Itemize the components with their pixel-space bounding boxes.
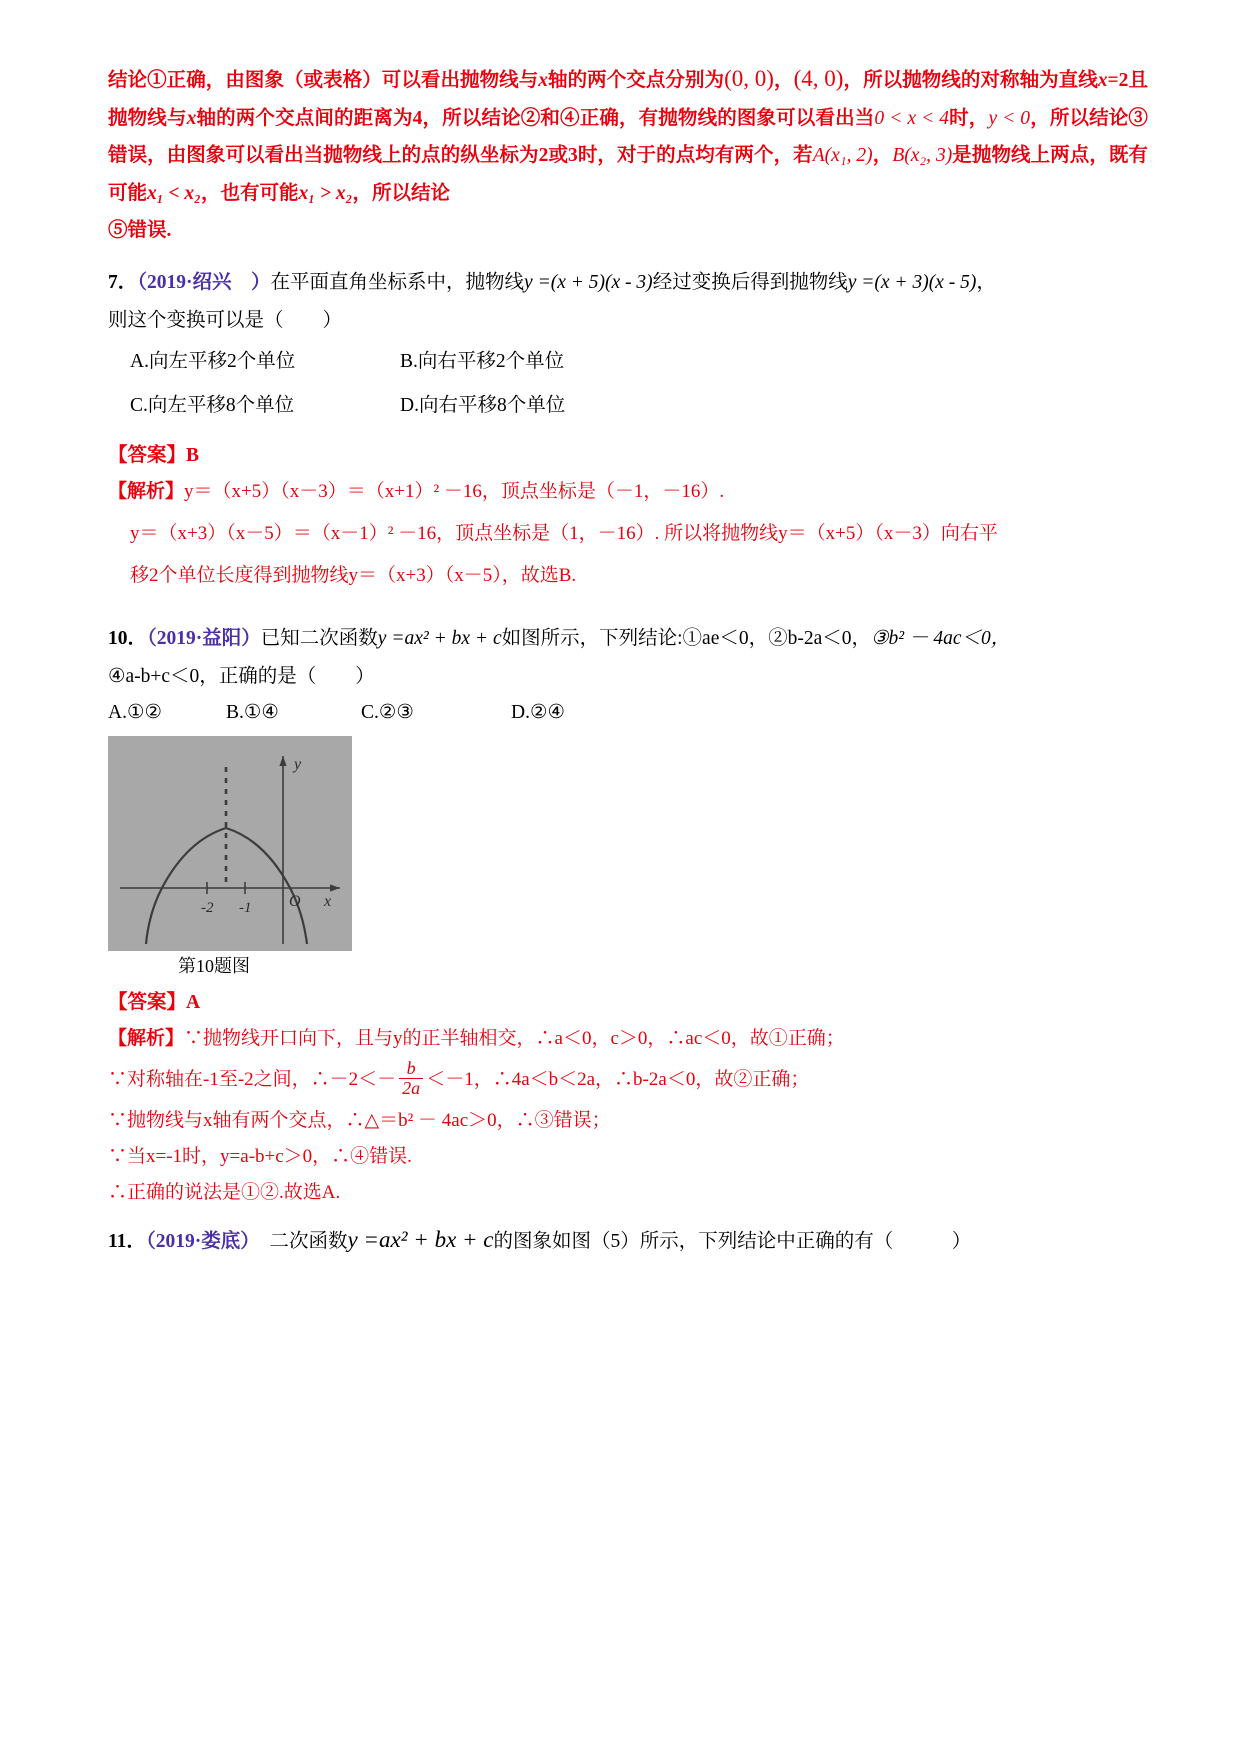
q11-source-tag: （2019·娄底） bbox=[145, 1230, 260, 1252]
top-expl-x2: x bbox=[1097, 70, 1108, 91]
parabola-figure bbox=[108, 736, 352, 951]
top-expl-line4-e: ，也有可能 bbox=[200, 182, 299, 204]
origin-label-O: O bbox=[289, 892, 301, 910]
top-expl-line4-b: ， bbox=[872, 145, 893, 166]
q7-stem-line2-text: 则这个变换可以是 bbox=[108, 309, 265, 331]
q10-analysis-text-5: ∴正确的说法是①②.故选A. bbox=[108, 1181, 341, 1203]
q7-answer-line bbox=[108, 438, 1148, 474]
q7-option-A-label: A. bbox=[130, 350, 149, 372]
q7-option-B-label: B. bbox=[400, 350, 418, 372]
top-expl-line5: ⑤错误. bbox=[108, 220, 172, 241]
top-expl-line1-b: 轴的两个交点分别为 bbox=[548, 70, 725, 91]
q10-source-tag: （2019·益阳） bbox=[147, 627, 261, 649]
top-expl-ineq: 0 < x < 4 bbox=[874, 107, 949, 129]
top-expl-line2-b: =2且抛物线与 bbox=[108, 70, 1148, 129]
top-expl-line2-a: 对称轴为直线 bbox=[980, 70, 1098, 91]
top-expl-line4-g: ，所以结论 bbox=[352, 182, 450, 204]
q11-number: 11． bbox=[108, 1230, 146, 1252]
q10-analysis-text-1: ∵抛物线开口向下，且与y的正半轴相交，∴a＜0，c＞0，∴ac＜0，故①正确； bbox=[184, 1027, 845, 1049]
q7-analysis-line-2 bbox=[108, 516, 1148, 552]
q7-options-row-2 bbox=[108, 384, 1148, 428]
q10-option-D[interactable] bbox=[511, 702, 565, 723]
question-7 bbox=[108, 264, 1148, 594]
q10-option-A[interactable] bbox=[108, 696, 226, 730]
q10-analysis-text-4: ∵当x=-1时，y=a-b+c＞0，∴④错误. bbox=[108, 1145, 412, 1167]
q7-analysis-label: 【解析】 bbox=[108, 480, 185, 502]
q10-figure-caption: 第10题图 bbox=[178, 955, 250, 976]
y-axis-arrow bbox=[279, 756, 286, 766]
top-expl-x1ltx2: x₁ < x₂ bbox=[147, 182, 201, 204]
fraction-numerator: b bbox=[399, 1059, 423, 1079]
q10-analysis-line-3 bbox=[108, 1103, 1148, 1139]
parabola-chart-svg bbox=[108, 736, 352, 951]
top-expl-line1-a: 结论①正确，由图象（或表格）可以看出抛物线与 bbox=[108, 70, 539, 91]
q10-conclusion-1: ①ae＜0， bbox=[682, 627, 769, 649]
x-axis-arrow bbox=[330, 884, 340, 891]
q10-analysis-label: 【解析】 bbox=[108, 1027, 185, 1049]
q7-stem-line2 bbox=[108, 302, 1148, 340]
q7-answer-label: 【答案】 bbox=[108, 444, 187, 466]
question-10 bbox=[108, 620, 1148, 1211]
y-axis-label: y bbox=[294, 755, 302, 773]
top-expl-pointB: B(x₂, 3) bbox=[892, 145, 953, 166]
top-expl-x1gtx2: x₁ > x₂ bbox=[298, 182, 353, 204]
top-explanation-last-line bbox=[108, 212, 1148, 250]
q7-option-D-label: D. bbox=[400, 394, 419, 416]
q7-stem-c: ， bbox=[976, 271, 996, 293]
q10-option-B-label: B. bbox=[226, 701, 244, 723]
q7-options-row-1 bbox=[108, 340, 1148, 384]
top-expl-line4-c: 是抛物线上两点，既有可能 bbox=[108, 145, 1148, 204]
fraction-denominator: 2a bbox=[402, 1077, 421, 1098]
q10-option-A-text: ①② bbox=[126, 701, 162, 723]
page-content bbox=[108, 60, 1148, 1261]
top-expl-point1: (0, 0) bbox=[724, 66, 774, 91]
q10-stem-a: 已知二次函数 bbox=[260, 627, 378, 649]
q7-option-A-text: 向左平移2个单位 bbox=[148, 350, 296, 372]
q10-answer-line bbox=[108, 985, 1148, 1021]
q7-equation-1: y =(x + 5)(x - 3) bbox=[524, 271, 653, 293]
q7-equation-2: y =(x + 3)(x - 5) bbox=[847, 271, 977, 293]
top-expl-x1: x bbox=[538, 70, 548, 91]
top-expl-line3-c: ，所以结论③错误，由图象可以看出当抛物线上的点的纵坐标为2或3时，对于 bbox=[108, 107, 1148, 166]
q10-analysis-line-2 bbox=[108, 1057, 1148, 1103]
q7-option-B[interactable] bbox=[400, 351, 564, 372]
top-expl-line4-a: 的点均有两个，若 bbox=[656, 145, 813, 166]
q10-figure-wrapper bbox=[108, 736, 1148, 979]
top-expl-line1-c: ，所以抛物线的 bbox=[843, 70, 981, 91]
q10-analysis-text-3: ∵抛物线与x轴有两个交点，∴△＝b² － 4ac＞0，∴③错误； bbox=[108, 1109, 611, 1131]
q11-stem-line1 bbox=[108, 1221, 1148, 1261]
q7-analysis-text-2: y＝（x+3）（x－5）＝（x－1）² －16，顶点坐标是（1，－16）. 所以将抛物线y＝（x+5）（x－3）向右平 bbox=[130, 522, 998, 544]
q7-option-D-text: 向右平移8个单位 bbox=[418, 394, 566, 416]
q7-stem-line1 bbox=[108, 264, 1148, 302]
q10-stem-line2-text: ④a-b+c＜0，正确的是（ ） bbox=[108, 665, 375, 687]
q10-equation: y =ax² + bx + c bbox=[377, 627, 502, 649]
q10-option-D-text: ②④ bbox=[529, 701, 565, 723]
q7-source-tag: （2019·绍兴 ） bbox=[137, 271, 271, 293]
q7-stem-b: 经过变换后得到抛物线 bbox=[652, 271, 848, 293]
q7-number: 7． bbox=[108, 271, 138, 293]
x-tick-label--1: -1 bbox=[239, 899, 252, 916]
q7-option-B-text: 向右平移2个单位 bbox=[417, 350, 565, 372]
q10-answer-label: 【答案】 bbox=[108, 991, 187, 1013]
q10-stem-line1 bbox=[108, 620, 1148, 658]
top-expl-point2: (4, 0) bbox=[793, 66, 844, 91]
x-axis-label: x bbox=[324, 892, 332, 910]
q10-analysis-line-4 bbox=[108, 1139, 1148, 1175]
q7-option-C[interactable] bbox=[130, 384, 400, 428]
q10-option-A-label: A. bbox=[108, 701, 127, 723]
q11-stem-b: 的图象如图（5）所示，下列结论中正确的有（ ） bbox=[493, 1230, 972, 1252]
q10-analysis-text-2a: ∵对称轴在-1至-2之间，∴－2＜－ bbox=[108, 1068, 397, 1090]
q10-option-D-label: D. bbox=[511, 701, 530, 723]
q10-number: 10． bbox=[108, 627, 148, 649]
q7-answer-paren: （ ） bbox=[264, 309, 343, 331]
q11-stem-a: 二次函数 bbox=[269, 1230, 348, 1252]
top-expl-line3-a: 看出当 bbox=[815, 107, 875, 129]
q10-options-row bbox=[108, 696, 1148, 730]
q7-analysis-text-1: y＝（x+5）（x－3）＝（x+1）² －16，顶点坐标是（－1，－16）. bbox=[184, 480, 725, 502]
question-11 bbox=[108, 1221, 1148, 1261]
q10-option-B-text: ①④ bbox=[243, 701, 279, 723]
q7-option-A[interactable] bbox=[130, 340, 400, 384]
q10-conclusion-3: ③b² － 4ac＜0， bbox=[871, 627, 1011, 649]
q7-option-C-text: 向左平移8个单位 bbox=[147, 394, 295, 416]
q10-stem-line2 bbox=[108, 658, 1148, 696]
top-explanation-block bbox=[108, 60, 1148, 212]
q10-analysis-line-1 bbox=[108, 1021, 1148, 1057]
q10-conclusion-2: ②b-2a＜0， bbox=[768, 627, 872, 649]
top-expl-pointA: A(x₁, 2) bbox=[812, 145, 873, 166]
q10-option-C-text: ②③ bbox=[378, 701, 414, 723]
q10-analysis-line-5 bbox=[108, 1175, 1148, 1211]
top-expl-x3: x bbox=[186, 107, 197, 129]
q10-option-B[interactable] bbox=[226, 696, 361, 730]
q10-option-C-label: C. bbox=[361, 701, 379, 723]
q11-equation: y =ax² + bx + c bbox=[347, 1226, 494, 1252]
q10-answer-value: A bbox=[186, 991, 201, 1013]
top-expl-line3-b: 时， bbox=[948, 107, 989, 129]
top-expl-line2-c: 轴的两个交点间的距离为4，所以结论②和④正确，有抛物线的图象可以 bbox=[196, 107, 816, 129]
q7-answer-value: B bbox=[186, 444, 200, 466]
q7-analysis-line-3 bbox=[108, 558, 1148, 594]
top-expl-ylt0: y < 0 bbox=[988, 107, 1031, 129]
q10-option-C[interactable] bbox=[361, 696, 511, 730]
q10-stem-b: 如图所示，下列结论: bbox=[501, 627, 683, 649]
top-expl-comma1: ， bbox=[773, 70, 794, 91]
q7-option-C-label: C. bbox=[130, 394, 148, 416]
x-tick-label--2: -2 bbox=[201, 899, 214, 916]
q7-analysis-line-1 bbox=[108, 474, 1148, 510]
q7-option-D[interactable] bbox=[400, 395, 565, 416]
q7-stem-a: 在平面直角坐标系中，抛物线 bbox=[270, 271, 525, 293]
fraction-b-over-2a bbox=[399, 1059, 423, 1098]
q10-analysis-text-2b: ＜－1，∴4a＜b＜2a，∴b-2a＜0，故②正确； bbox=[426, 1068, 810, 1090]
q7-analysis-text-3: 移2个单位长度得到抛物线y＝（x+3）（x－5），故选B. bbox=[130, 564, 577, 586]
